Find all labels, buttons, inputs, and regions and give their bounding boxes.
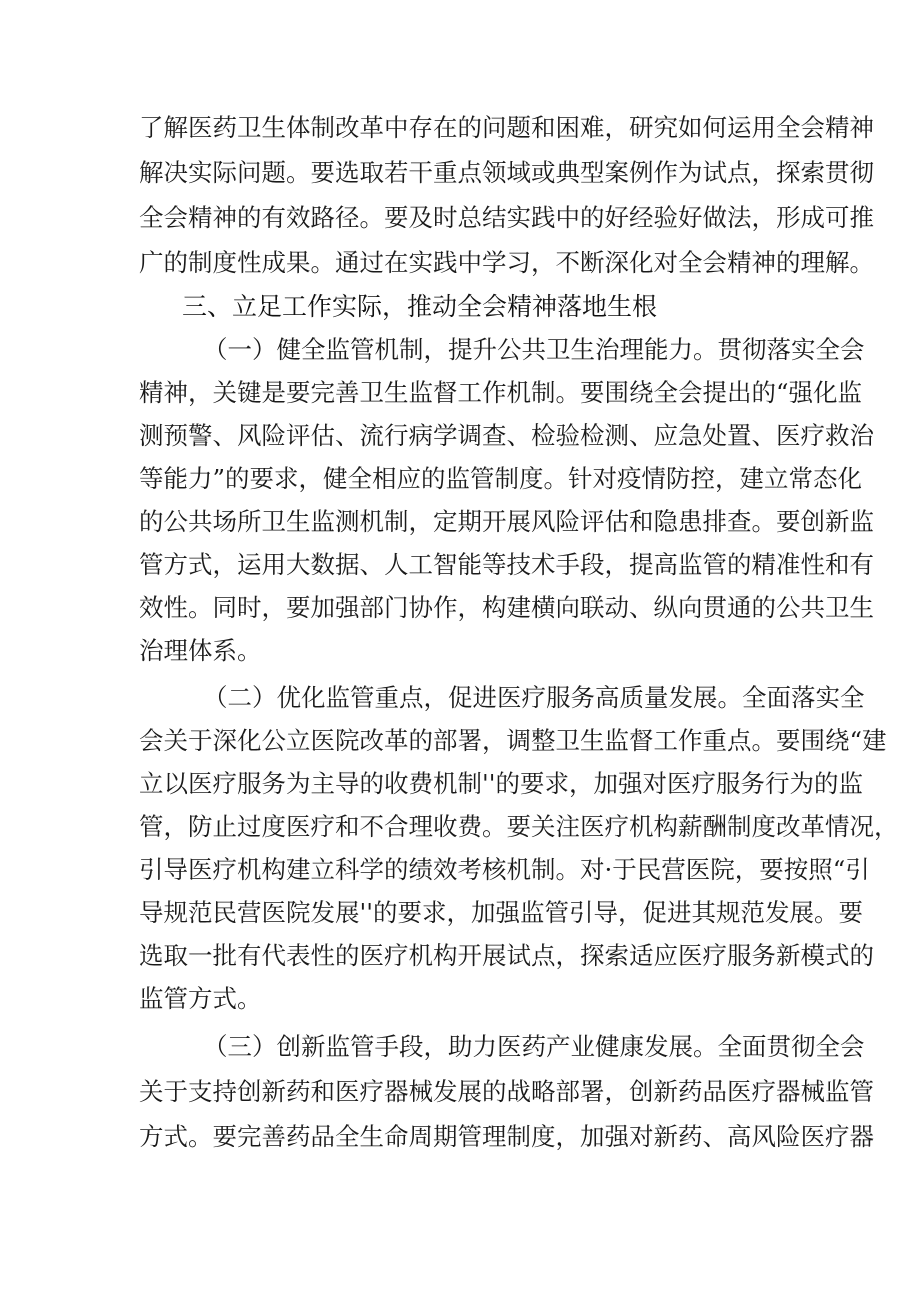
para2-line-6: 导规范民营医院发展''的要求，加强监管引导，促进其规范发展。要 — [139, 898, 863, 927]
para1-line-5: 的公共场所卫生监测机制，定期开展风险评估和隐患排查。要创新监 — [139, 507, 874, 536]
para2-line-8: 监管方式。 — [139, 984, 262, 1013]
para1-line-2: 精神，关键是要完善卫生监督工作机制。要围绕全会提出的“强化监 — [139, 378, 863, 407]
para3-line-2: 关于支持创新药和医疗器械发展的战略部署，创新药品医疗器械监管 — [139, 1077, 874, 1106]
intro-line-2: 解决实际问题。要选取若干重点领域或典型案例作为试点，探索贯彻 — [139, 158, 874, 187]
para2-line-1: （二）优化监管重点，促进医疗服务高质量发展。全面落实全 — [203, 683, 865, 712]
section-heading: 三、立足工作实际，推动全会精神落地生根 — [182, 292, 658, 321]
para1-line-4: 等能力”的要求，健全相应的监管制度。针对疫情防控，建立常态化 — [139, 464, 863, 493]
para1-line-1: （一）健全监管机制，提升公共卫生治理能力。贯彻落实全会 — [203, 335, 865, 364]
para2-line-7: 选取一批有代表性的医疗机构开展试点，探索适应医疗服务新模式的 — [139, 941, 874, 970]
para1-line-8: 治理体系。 — [139, 636, 262, 665]
para2-line-3: 立以医疗服务为主导的收费机制''的要求，加强对医疗服务行为的监 — [139, 769, 863, 798]
intro-line-3: 全会精神的有效路径。要及时总结实践中的好经验好做法，形成可推 — [139, 203, 874, 232]
para3-line-1: （三）创新监管手段，助力医药产业健康发展。全面贯彻全会 — [203, 1032, 865, 1061]
para2-line-4: 管，防止过度医疗和不合理收费。要关注医疗机构薪酬制度改革情况， — [139, 812, 899, 841]
intro-line-4: 广的制度性成果。通过在实践中学习，不断深化对全会精神的理解。 — [139, 248, 874, 277]
para1-line-7: 效性。同时，要加强部门协作，构建横向联动、纵向贯通的公共卫生 — [139, 593, 874, 622]
para2-line-2: 会关于深化公立医院改革的部署，调整卫生监督工作重点。要围绕“建 — [139, 726, 887, 755]
para2-line-5: 引导医疗机构建立科学的绩效考核机制。对·于民营医院，要按照“引 — [139, 855, 870, 884]
para3-line-3: 方式。要完善药品全生命周期管理制度，加强对新药、高风险医疗器 — [139, 1122, 874, 1151]
para1-line-3: 测预警、风险评估、流行病学调查、检验检测、应急处置、医疗救治 — [139, 421, 874, 450]
intro-line-1: 了解医药卫生体制改革中存在的问题和困难，研究如何运用全会精神 — [139, 113, 874, 142]
para1-line-6: 管方式，运用大数据、人工智能等技术手段，提高监管的精准性和有 — [139, 550, 874, 579]
